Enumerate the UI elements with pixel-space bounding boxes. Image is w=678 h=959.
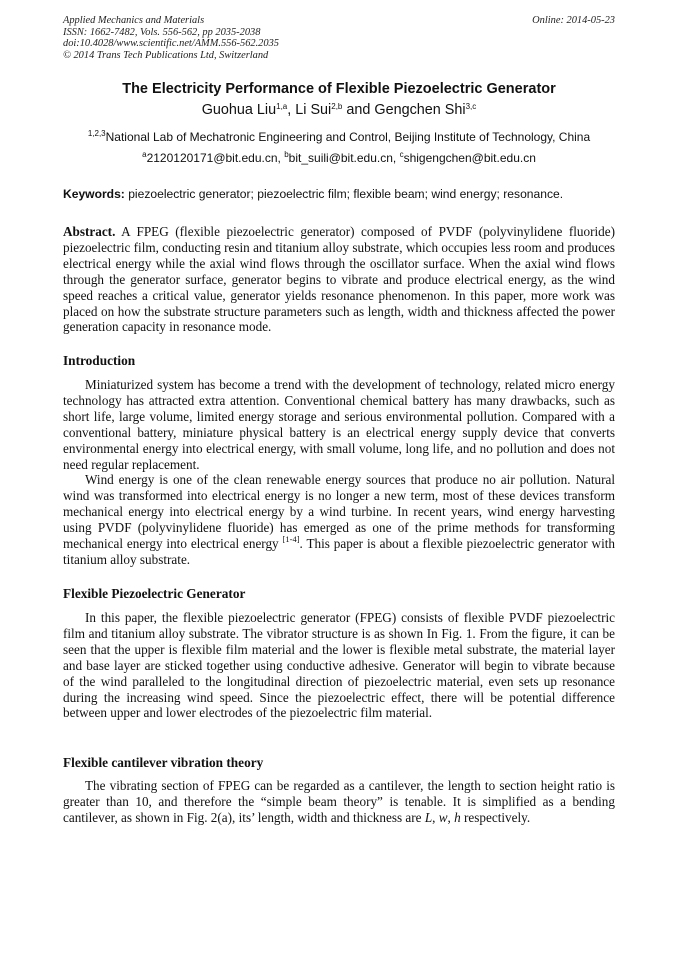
variable-w: w [438, 809, 448, 825]
paragraph: Miniaturized system has become a trend with the development of technology, related micro energy technology has attracted extra attention. Conventional chemical battery has many drawbacks, such as short life, large volume, limited energy storage and serious environmental pollution. Compared with a conventional battery, miniature physical battery is an electrical energy supply device that converts environmental energy into electrical energy, with small volume, long life, and no pollution and does not need regular replacement. [63, 377, 615, 472]
paragraph-text: . This paper is about a flexible piezoelectric generator with titanium alloy substrate. [63, 536, 615, 567]
email-sup: a [142, 150, 147, 159]
variable-L: L [424, 809, 433, 825]
introduction-body [63, 377, 615, 568]
online-date: Online: 2014-05-23 [532, 15, 615, 26]
email-separator: , [277, 151, 285, 165]
issn-line: ISSN: 1662-7482, Vols. 556-562, pp 2035-2038 [63, 26, 261, 38]
citation: [1-4] [282, 534, 300, 545]
journal-header [63, 15, 615, 61]
journal-name: Applied Mechanics and Materials [63, 15, 205, 26]
keywords [63, 187, 623, 201]
affiliation [40, 130, 638, 144]
keywords-text: piezoelectric generator; piezoelectric film; flexible beam; wind energy; resonance. [124, 187, 564, 201]
paragraph-text: respectively. [460, 809, 531, 825]
email-sup: c [399, 150, 404, 159]
copyright-line: © 2014 Trans Tech Publications Ltd, Switzerland [63, 49, 269, 61]
email-address: bit_suili@bit.edu.cn [288, 151, 393, 165]
author-name: Li Sui [295, 102, 332, 118]
paper-title: The Electricity Performance of Flexible Piezoelectric Generator [122, 81, 556, 97]
author-list [40, 102, 638, 118]
author-sup: 3,c [465, 102, 477, 111]
email-list [40, 151, 638, 165]
email-sup: b [284, 150, 289, 159]
email-separator: , [392, 151, 400, 165]
author-separator: , [287, 102, 296, 118]
author-separator: and [342, 102, 375, 118]
affiliation-sup: 1,2,3 [87, 129, 106, 138]
paragraph-text: Wind energy is one of the clean renewable energy sources that produce no air pollution. Natural wind was transformed into electrical energy is no longer a new term, most of these devices transform mechanical energy into electrical energy by a wind turbine. In recent years, wind energy harvesting using PVDF (polyvinylidene fluoride) has emerged as one of the prime methods for transforming mechanical energy into electrical energy [63, 472, 615, 552]
affiliation-text: National Lab of Mechatronic Engineering and Control, Beijing Institute of Technology, China [105, 130, 591, 144]
separator: , [432, 809, 439, 825]
section-heading-cantilever-theory: Flexible cantilever vibration theory [63, 755, 264, 770]
author-sup: 2,b [331, 102, 343, 111]
paragraph-text: The vibrating section of FPEG can be regarded as a cantilever, the length to section height ratio is greater than 10, and therefore the “simple beam theory” is tenable. It is simplified as a bending cantilever, as shown in Fig. 2(a), its’ length, width and thickness are [63, 778, 615, 825]
doi-line: doi:10.4028/www.scientific.net/AMM.556-562.2035 [63, 38, 279, 50]
email-address: 2120120171@bit.edu.cn [146, 151, 278, 165]
cantilever-body [63, 778, 615, 826]
author-name: Gengchen Shi [374, 102, 466, 118]
separator: , [447, 809, 455, 825]
section-heading-flexible-piezoelectric-generator: Flexible Piezoelectric Generator [63, 586, 246, 601]
fpeg-body [63, 610, 615, 721]
variable-h: h [454, 809, 461, 825]
email-address: shigengchen@bit.edu.cn [403, 151, 536, 165]
abstract [63, 224, 615, 335]
author-name: Guohua Liu [201, 102, 277, 118]
abstract-label: Abstract. [63, 224, 116, 239]
keywords-label: Keywords: [63, 187, 125, 201]
paragraph: In this paper, the flexible piezoelectric generator (FPEG) consists of flexible PVDF piezoelectric film and titanium alloy substrate. The vibrator structure is as shown In Fig. 1. From the figure, it can be seen that the upper is flexible film material and the lower is flexible metal substrate, the material layer and base layer are sticked together using conductive adhesive. Generator will begin to vibrate because of the wind paralleled to the longitudinal direction of piezoelectric material, even sets up resonance during the increasing wind speed. Since the piezoelectric effect, there will be potential difference between upper and lower electrodes of the piezoelectric film material. [63, 610, 615, 721]
section-heading-introduction: Introduction [63, 353, 136, 368]
paragraph [63, 778, 615, 826]
abstract-text: A FPEG (flexible piezoelectric generator) composed of PVDF (polyvinylidene fluoride) piezoelectric film, conducting resin and titanium alloy substrate, which occupies less room and produces electrical energy while the axial wind flows through the oscillator surface. When the axial wind flows through the generator surface, generator begins to vibrate and produce electrical energy, as the wind speed reaches a critical value, generator yields resonance phenomenon. In this paper, more work was placed on how the substrate structure parameters such as length, width and thickness affected the power generation capacity in resonance mode. [63, 224, 615, 335]
paragraph [63, 472, 615, 567]
author-sup: 1,a [276, 102, 288, 111]
